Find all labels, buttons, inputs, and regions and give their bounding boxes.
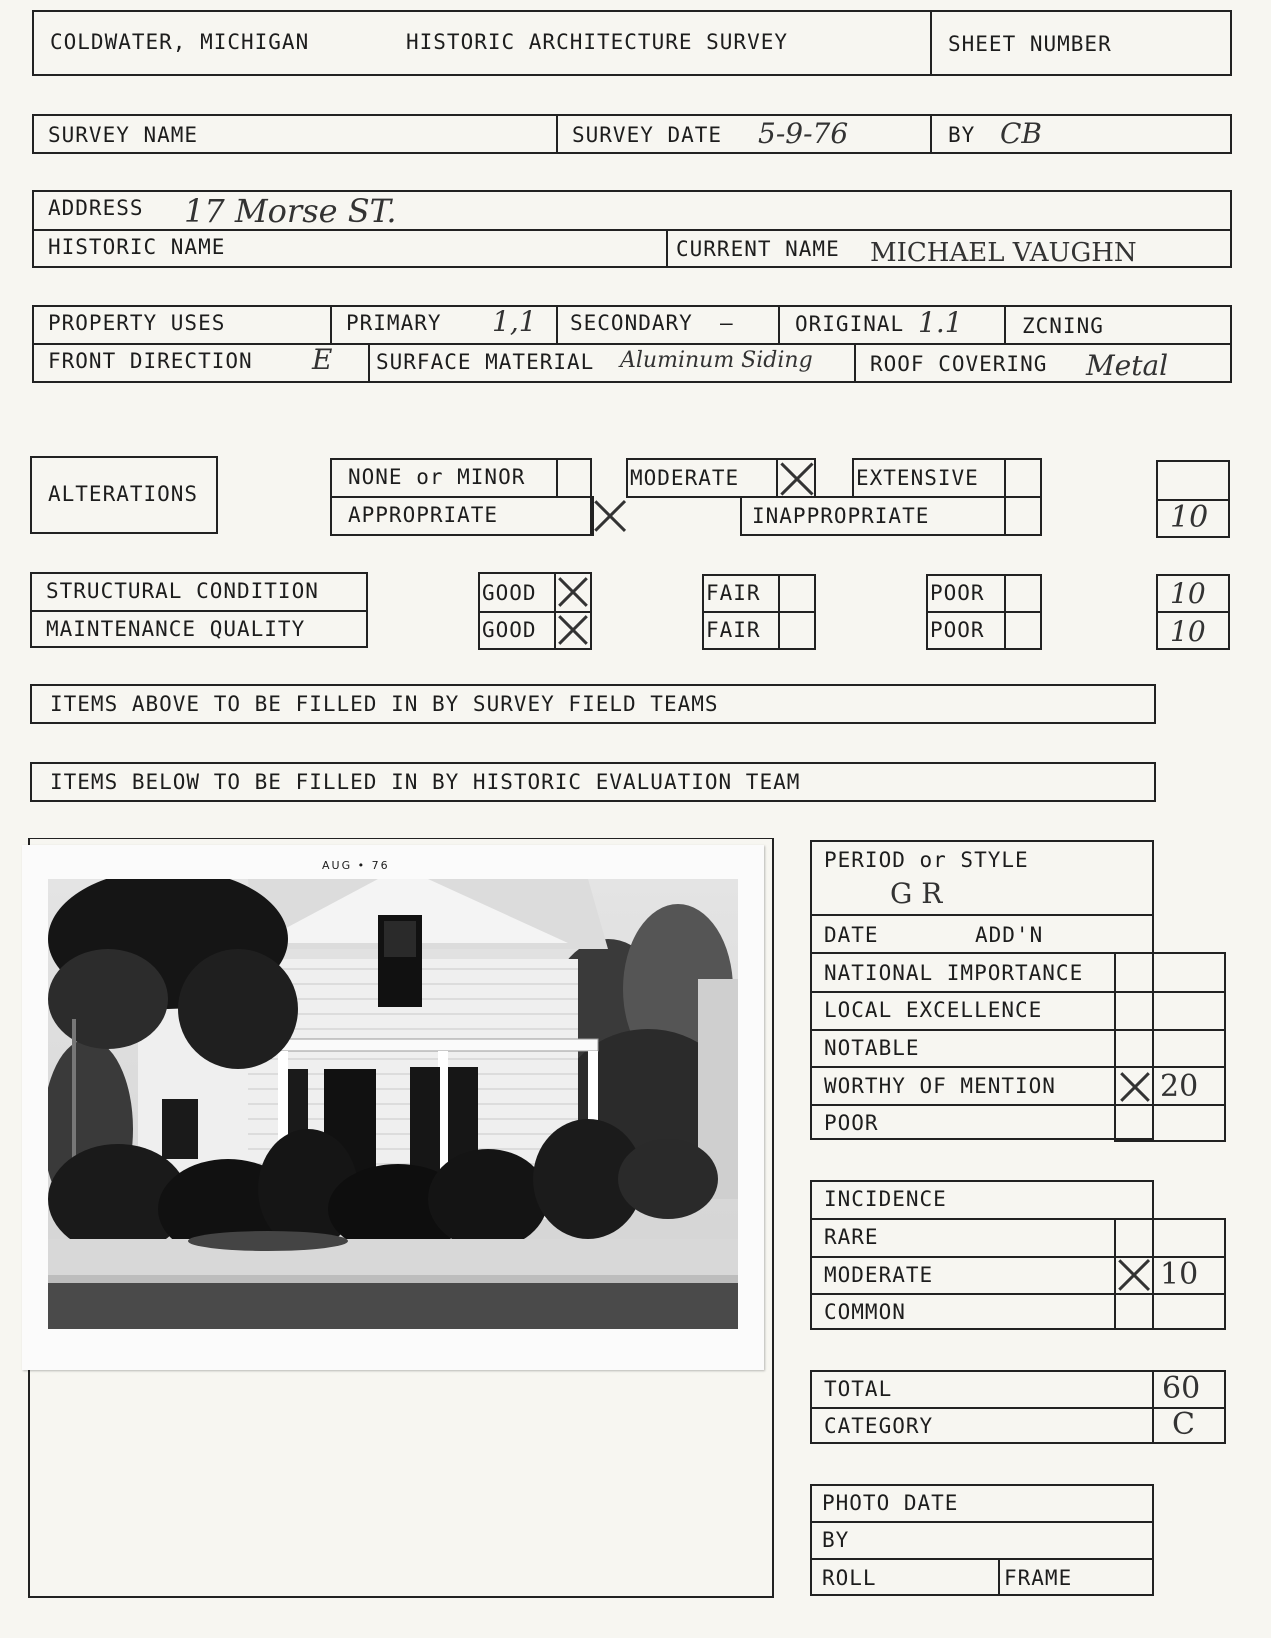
total-value: 60 [1162, 1371, 1201, 1406]
property-row-divider [32, 343, 1232, 345]
period-style-label: PERIOD or STYLE [824, 848, 1029, 872]
condition-divider [30, 610, 368, 612]
local-excellence-label: LOCAL EXCELLENCE [824, 998, 1043, 1022]
sheet-number-label: SHEET NUMBER [948, 32, 1112, 56]
front-direction-value: E [312, 343, 333, 376]
survey-date-value: 5-9-76 [758, 117, 849, 150]
historic-name-label: HISTORIC NAME [48, 235, 226, 259]
category-label: CATEGORY [824, 1414, 934, 1438]
property-div-6 [854, 343, 856, 383]
extensive-label: EXTENSIVE [856, 466, 979, 490]
national-importance-label: NATIONAL IMPORTANCE [824, 961, 1084, 985]
eval-score-box [1114, 952, 1226, 1142]
structural-condition-label: STRUCTURAL CONDITION [46, 579, 319, 603]
address-label: ADDRESS [48, 196, 144, 220]
photo-info-div-1 [810, 1521, 1154, 1523]
fair-divider [702, 611, 816, 613]
structural-fair-label: FAIR [706, 581, 761, 605]
alterations-score: 10 [1170, 500, 1209, 535]
poor-check-divider [1004, 574, 1006, 650]
property-div-5 [368, 343, 370, 383]
none-minor-divider [330, 496, 592, 498]
moderate-label: MODERATE [630, 466, 740, 490]
survey-by-label: BY [948, 123, 976, 147]
property-div-1 [330, 305, 332, 344]
header-title: HISTORIC ARCHITECTURE SURVEY [406, 30, 789, 54]
current-name-value: MICHAEL VAUGHN [870, 238, 1137, 268]
zoning-label: ZCNING [1022, 314, 1104, 338]
photo-by-label: BY [822, 1528, 850, 1552]
house-photograph [22, 845, 764, 1370]
eval-div-1 [810, 914, 1154, 916]
photo-info-frame-divider [998, 1558, 1000, 1596]
extensive-check-divider [1004, 458, 1006, 498]
photo-info-div-2 [810, 1558, 1154, 1560]
total-label: TOTAL [824, 1377, 893, 1401]
maintenance-fair-label: FAIR [706, 618, 761, 642]
survey-date-label: SURVEY DATE [572, 123, 723, 147]
maintenance-poor-label: POOR [930, 618, 985, 642]
date-label: DATE [824, 923, 879, 947]
none-minor-label: NONE or MINOR [348, 465, 526, 489]
totals-score-divider [1152, 1370, 1154, 1444]
appropriate-x-mark [594, 499, 626, 533]
poor-divider [926, 611, 1042, 613]
maintenance-good-label: GOOD [482, 618, 537, 642]
property-uses-label: PROPERTY USES [48, 311, 226, 335]
inappropriate-check-divider [1004, 496, 1006, 536]
common-label: COMMON [824, 1300, 906, 1324]
survey-by-value: CB [1000, 117, 1042, 150]
fair-check-divider [778, 574, 780, 650]
worthy-x-mark [1120, 1072, 1150, 1102]
house-photo-image [48, 879, 738, 1329]
survey-divider-2 [930, 114, 932, 154]
original-label: ORIGINAL [795, 312, 905, 336]
addn-label: ADD'N [975, 923, 1044, 947]
inappropriate-label: INAPPROPRIATE [752, 504, 930, 528]
incidence-label: INCIDENCE [824, 1187, 947, 1211]
surface-material-value: Aluminum Siding [620, 348, 813, 373]
totals-divider [810, 1407, 1226, 1409]
frame-label: FRAME [1004, 1566, 1073, 1590]
items-above-note: ITEMS ABOVE TO BE FILLED IN BY SURVEY FIELD TEAMS [50, 692, 719, 716]
none-minor-check-divider [556, 458, 558, 496]
surface-material-label: SURFACE MATERIAL [376, 350, 595, 374]
secondary-label: SECONDARY [570, 311, 693, 335]
moderate-x-mark [780, 462, 814, 496]
photo-date-label: PHOTO DATE [822, 1491, 959, 1515]
property-div-3 [778, 305, 780, 344]
incidence-moderate-x-mark [1118, 1258, 1150, 1292]
original-value: 1.1 [918, 306, 963, 339]
header-divider [930, 10, 932, 76]
structural-score: 10 [1170, 577, 1206, 610]
worthy-of-mention-label: WORTHY OF MENTION [824, 1074, 1056, 1098]
structural-poor-label: POOR [930, 581, 985, 605]
current-name-divider [666, 229, 668, 268]
good-divider [478, 611, 592, 613]
category-value: C [1172, 1407, 1195, 1442]
structural-good-x-mark [558, 576, 588, 608]
primary-value: 1,1 [492, 305, 537, 338]
front-direction-label: FRONT DIRECTION [48, 349, 253, 373]
property-div-4 [1004, 305, 1006, 344]
alterations-label: ALTERATIONS [48, 482, 199, 506]
moderate-check-divider [776, 458, 778, 498]
appropriate-label: APPROPRIATE [348, 503, 499, 527]
property-div-2 [556, 305, 558, 344]
condition-score-divider [1156, 611, 1230, 613]
maintenance-good-x-mark [558, 614, 588, 646]
survey-name-label: SURVEY NAME [48, 123, 199, 147]
good-check-divider [554, 572, 556, 650]
roof-covering-label: ROOF COVERING [870, 352, 1048, 376]
primary-label: PRIMARY [346, 311, 442, 335]
address-value: 17 Morse ST. [184, 192, 397, 230]
secondary-value: — [720, 311, 734, 335]
maintenance-quality-label: MAINTENANCE QUALITY [46, 617, 306, 641]
current-name-label: CURRENT NAME [676, 237, 840, 261]
worthy-score: 20 [1160, 1069, 1199, 1104]
photo-stamp: AUG • 76 [322, 859, 390, 872]
period-style-value: G R [890, 877, 943, 910]
maintenance-score: 10 [1170, 615, 1206, 648]
header-city: COLDWATER, MICHIGAN [50, 30, 310, 54]
items-below-note: ITEMS BELOW TO BE FILLED IN BY HISTORIC EVALUATION TEAM [50, 770, 801, 794]
structural-good-label: GOOD [482, 581, 537, 605]
rare-label: RARE [824, 1225, 879, 1249]
eval-poor-label: POOR [824, 1111, 879, 1135]
roof-covering-value: Metal [1086, 349, 1169, 382]
survey-divider-1 [556, 114, 558, 154]
incidence-score: 10 [1160, 1257, 1199, 1292]
roll-label: ROLL [822, 1566, 877, 1590]
notable-label: NOTABLE [824, 1036, 920, 1060]
incidence-moderate-label: MODERATE [824, 1263, 934, 1287]
